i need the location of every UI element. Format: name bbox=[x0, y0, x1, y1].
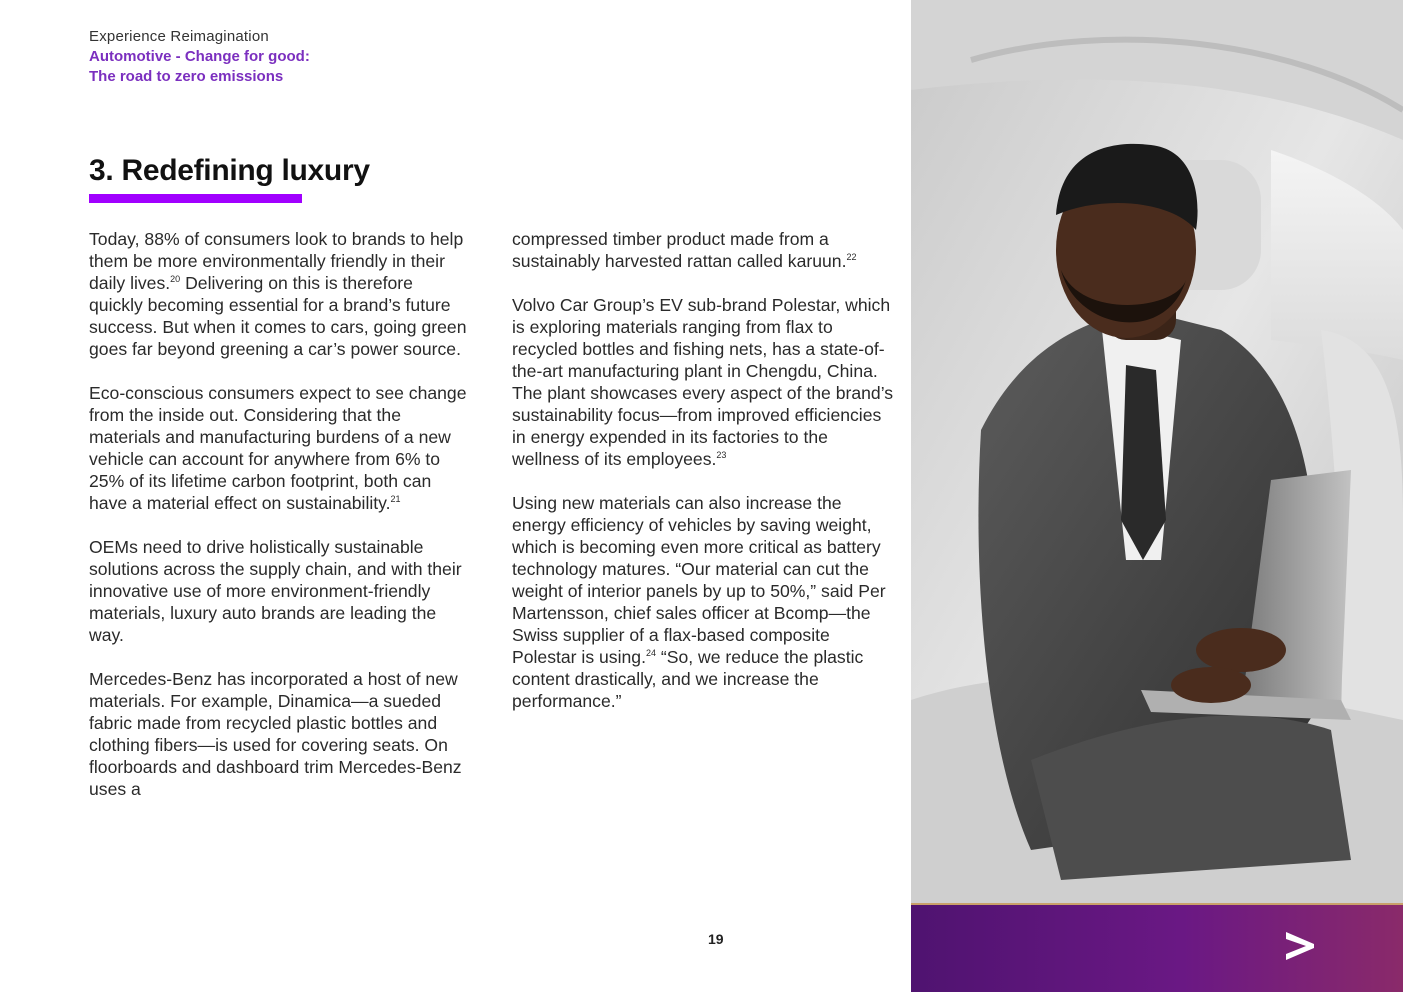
footnote-ref: 20 bbox=[170, 274, 181, 284]
report-subtitle-line-2: The road to zero emissions bbox=[89, 68, 284, 85]
footnote-ref: 24 bbox=[645, 648, 656, 658]
paragraph: Volvo Car Group’s EV sub-brand Polestar, which is exploring materials ranging from flax to recycled bottles and fishing nets, has a state-of-the-art manufacturing plant in Chengdu, China. The plant showcases every aspect of the brand’s sustainability focus—from improved efficiencies in energy expended in its factories to the wellness of its employees.$^{23}$ bbox=[512, 295, 894, 469]
paragraph: Eco-conscious consumers expect to see change from the inside out. Considering that the materials and manufacturing burdens of a new vehicle can account for anywhere from 6% to 25% of its lifetime carbon footprint, both can have a material effect on sustainability.$^{21}$ bbox=[89, 383, 467, 513]
footnote-ref: 21 bbox=[390, 494, 401, 504]
paragraph: Mercedes-Benz has incorporated a host of new materials. For example, Dinamica—a sueded fabric made from recycled plastic bottles and clothing fibers—is used for covering seats. On floorboards and dashboard trim Mercedes-Benz uses a bbox=[89, 669, 462, 799]
paragraph: Today, 88% of consumers look to brands to help them be more environmentally friendly in their daily lives.$^{20}$ Delivering on this is therefore quickly becoming essential for a brand’s future success. But when it comes to cars, going green goes far beyond greening a car’s power source. bbox=[89, 229, 467, 359]
section-title: 3. Redefining luxury bbox=[89, 154, 370, 187]
series-title: Experience Reimagination bbox=[89, 28, 269, 45]
report-subtitle-line-1: Automotive - Change for good: bbox=[89, 48, 310, 65]
paragraph: OEMs need to drive holistically sustainable solutions across the supply chain, and with their innovative use of more environment-friendly materials, luxury auto brands are leading the way. bbox=[89, 537, 462, 645]
footer-band bbox=[911, 903, 1403, 992]
paragraph: compressed timber product made from a sustainably harvested rattan called karuun.$^{22}$ bbox=[512, 229, 857, 271]
footnote-ref: 23 bbox=[716, 450, 727, 460]
paragraph: Using new materials can also increase the energy efficiency of vehicles by saving weight, which is becoming even more critical as battery technology matures. “Our material can cut the weight of interior panels by up to 50%,” said Per Martensson, chief sales officer at Bcomp—the Swiss supplier of a flax-based composite Polestar is using.$^{24}$ “So, we reduce the plastic content drastically, and we increase the performance.” bbox=[512, 493, 886, 711]
right-text-column bbox=[512, 228, 896, 734]
left-text-column bbox=[89, 228, 469, 822]
page-number: 19 bbox=[708, 931, 724, 947]
greater-than-chevron-icon bbox=[1284, 930, 1316, 962]
document-header bbox=[89, 27, 310, 87]
businessman-in-car-photo bbox=[911, 0, 1403, 903]
footnote-ref: 22 bbox=[846, 252, 857, 262]
title-accent-bar bbox=[89, 194, 302, 203]
